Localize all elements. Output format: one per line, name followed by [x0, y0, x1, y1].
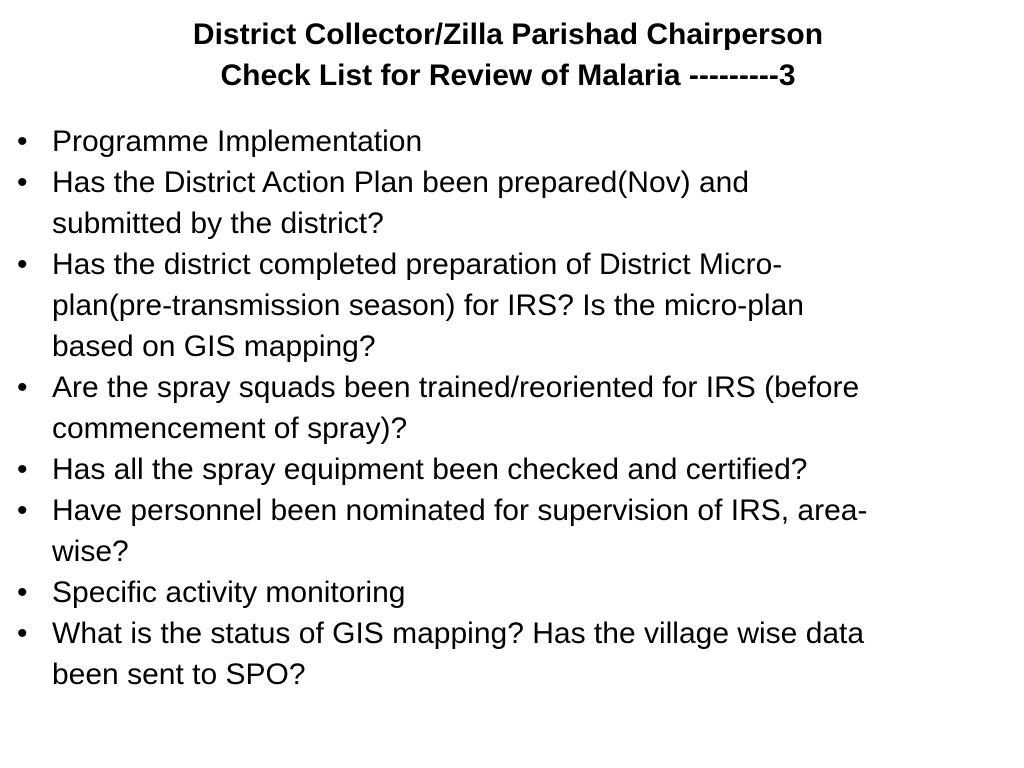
bullet-icon: •	[17, 494, 28, 527]
bullet-text-line: Are the spray squads been trained/reoriented for IRS (before	[52, 371, 860, 404]
bullet-text-line: been sent to SPO?	[52, 658, 306, 691]
bullet-icon: •	[17, 248, 28, 281]
bullet-icon: •	[17, 125, 28, 158]
bullet-item-1	[0, 121, 1000, 162]
bullet-icon: •	[17, 453, 28, 486]
bullet-icon: •	[17, 166, 28, 199]
bullet-item-4	[0, 367, 1000, 449]
bullet-text-line: What is the status of GIS mapping? Has the village wise data	[52, 617, 865, 650]
bullet-text-line: based on GIS mapping?	[52, 330, 376, 363]
bullet-text-line: Have personnel been nominated for supervision of IRS, area-	[52, 494, 868, 527]
bullet-text-line: Has the District Action Plan been prepared(Nov) and	[52, 166, 750, 199]
bullet-item-8	[0, 613, 1000, 695]
bullet-text-line: Has the district completed preparation of District Micro-	[52, 248, 783, 281]
bullet-icon: •	[17, 576, 28, 609]
bullet-item-6	[0, 490, 1000, 572]
bullet-icon: •	[17, 371, 28, 404]
bullet-text-line: Has all the spray equipment been checked and certified?	[52, 453, 808, 486]
checklist-bullets	[0, 121, 1000, 695]
bullet-text-line: Programme Implementation	[52, 125, 423, 158]
bullet-text-line: wise?	[52, 535, 129, 568]
bullet-text-line: plan(pre-transmission season) for IRS? Is the micro-plan	[52, 289, 804, 322]
bullet-item-2	[0, 162, 1000, 244]
bullet-item-7	[0, 572, 1000, 613]
bullet-icon: •	[17, 617, 28, 650]
slide-title	[0, 14, 1016, 96]
bullet-text-line: commencement of spray)?	[52, 412, 408, 445]
title-line-1: District Collector/Zilla Parishad Chairperson	[192, 18, 824, 51]
title-line-2: Check List for Review of Malaria ---------3	[220, 59, 796, 92]
bullet-text-line: submitted by the district?	[52, 207, 384, 240]
bullet-item-3	[0, 244, 1000, 367]
bullet-text-line: Specific activity monitoring	[52, 576, 406, 609]
bullet-item-5	[0, 449, 1000, 490]
